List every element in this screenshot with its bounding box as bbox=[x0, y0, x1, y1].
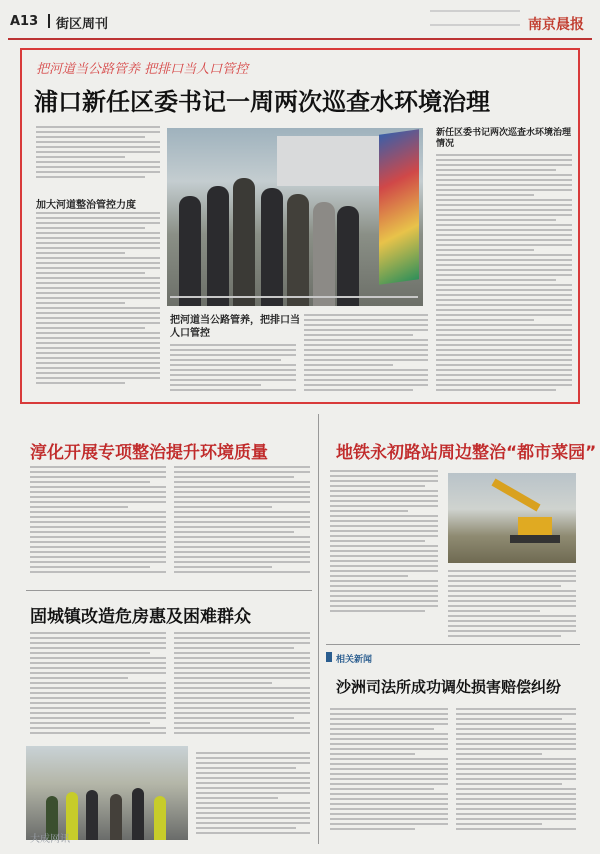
header-meta-line bbox=[430, 10, 520, 15]
lead-body-mid bbox=[170, 344, 296, 396]
metro-body-2 bbox=[448, 570, 576, 640]
gucheng-body-3 bbox=[196, 752, 310, 840]
watermark: 大成网讯 bbox=[30, 834, 70, 845]
lead-body-left bbox=[36, 126, 160, 190]
section-name: 街区周刊 bbox=[56, 17, 109, 32]
column-divider bbox=[318, 414, 319, 844]
metro-body-1 bbox=[330, 470, 438, 618]
chunhua-body-2 bbox=[174, 466, 310, 576]
header-divider bbox=[48, 14, 50, 28]
gucheng-photo bbox=[26, 746, 188, 840]
lead-side-title: 新任区委书记两次巡查水环境治理情况 bbox=[436, 128, 572, 149]
related-tag: 相关新闻 bbox=[336, 655, 373, 665]
lead-body-mid-2 bbox=[304, 314, 428, 396]
lead-body-right bbox=[436, 154, 572, 398]
lead-photo bbox=[167, 128, 423, 306]
chunhua-body-1 bbox=[30, 466, 166, 576]
gucheng-body-1 bbox=[30, 632, 166, 740]
metro-headline: 地铁永初路站周边整治“都市菜园” bbox=[336, 443, 597, 463]
story-divider bbox=[326, 644, 580, 645]
page-header bbox=[0, 0, 600, 40]
newspaper-logo: 南京晨报 bbox=[528, 17, 584, 33]
shazhou-body-2 bbox=[456, 708, 576, 838]
lead-headline: 浦口新任区委书记一周两次巡查水环境治理 bbox=[34, 88, 490, 116]
story-divider bbox=[26, 590, 312, 591]
photo-caption bbox=[170, 296, 418, 298]
metro-photo bbox=[448, 473, 576, 563]
shazhou-body-1 bbox=[330, 708, 448, 838]
related-tag-marker bbox=[326, 652, 332, 662]
chunhua-headline: 淳化开展专项整治提升环境质量 bbox=[30, 443, 268, 463]
lead-subhead-2: 把河道当公路管养，把排口当人口管控 bbox=[170, 315, 300, 339]
page-number: A13 bbox=[10, 14, 39, 29]
header-meta-line bbox=[430, 24, 520, 29]
lead-subhead-1: 加大河道整治管控力度 bbox=[36, 200, 136, 211]
header-rule bbox=[8, 38, 592, 40]
lead-body-left-2 bbox=[36, 212, 160, 398]
gucheng-body-2 bbox=[174, 632, 310, 740]
gucheng-headline: 固城镇改造危房惠及困难群众 bbox=[30, 607, 251, 627]
lead-kicker: 把河道当公路管养 把排口当人口管控 bbox=[36, 62, 249, 77]
shazhou-headline: 沙洲司法所成功调处损害赔偿纠纷 bbox=[336, 678, 562, 696]
